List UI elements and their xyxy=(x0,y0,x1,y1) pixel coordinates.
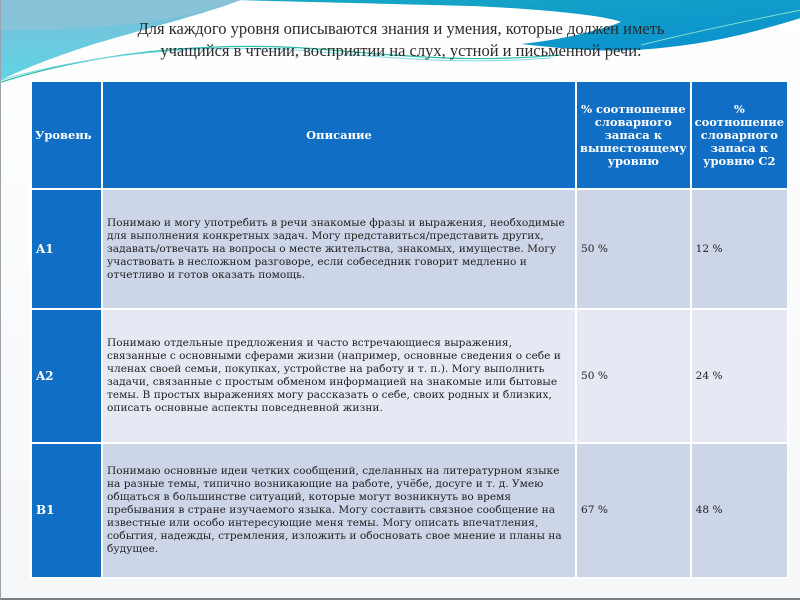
ratio-next-cell: 50 % xyxy=(577,190,690,308)
description-cell: Понимаю отдельные предложения и часто встречающиеся выражения, связанные с основными сферами жизни (например, основные сведения о себе и членах своей семьи, покупках, устройстве на работу и т. п.). Могу выполнить задачи, связанные с простым обменом информацией на знакомые или бытовые темы. В простых выражениях могу рассказать о себе, своих родных и близких, описать основные аспекты повседневной жизни. xyxy=(103,310,575,442)
header-ratio-next-level: % соотношение словарного запаса к вышестоящему уровню xyxy=(577,82,690,188)
description-cell: Понимаю и могу употребить в речи знакомые фразы и выражения, необходимые для выполнения конкретных задач. Могу представиться/представить других, задавать/отвечать на вопросы о месте жительства, знакомых, имуществе. Могу участвовать в несложном разговоре, если собеседник говорит медленно и отчетливо и готов оказать помощь. xyxy=(103,190,575,308)
table-row xyxy=(32,444,787,577)
ratio-c2-cell: 12 % xyxy=(692,190,788,308)
levels-table xyxy=(30,80,789,579)
title-line-1: Для каждого уровня описываются знания и умения, которые должен иметь xyxy=(137,19,665,38)
table-row xyxy=(32,310,787,442)
level-cell: A1 xyxy=(32,190,101,308)
ratio-next-cell: 67 % xyxy=(577,444,690,577)
slide-title xyxy=(41,18,761,62)
level-cell: A2 xyxy=(32,310,101,442)
ratio-next-cell: 50 % xyxy=(577,310,690,442)
title-line-2: учащийся в чтении, восприятии на слух, устной и письменной речи: xyxy=(160,41,642,60)
table-row xyxy=(32,190,787,308)
header-description: Описание xyxy=(103,82,575,188)
level-cell: B1 xyxy=(32,444,101,577)
header-level: Уровень xyxy=(32,82,101,188)
table-header-row xyxy=(32,82,787,188)
header-ratio-c2: % соотношение словарного запаса к уровню C2 xyxy=(692,82,788,188)
ratio-c2-cell: 24 % xyxy=(692,310,788,442)
ratio-c2-cell: 48 % xyxy=(692,444,788,577)
description-cell: Понимаю основные идеи четких сообщений, сделанных на литературном языке на разные темы, типично возникающие на работе, учёбе, досуге и т. д. Умею общаться в большинстве ситуаций, которые могут возникнуть во время пребывания в стране изучаемого языка. Могу составить связное сообщение на известные или особо интересующие меня темы. Могу описать впечатления, события, надежды, стремления, изложить и обосновать свое мнение и планы на будущее. xyxy=(103,444,575,577)
